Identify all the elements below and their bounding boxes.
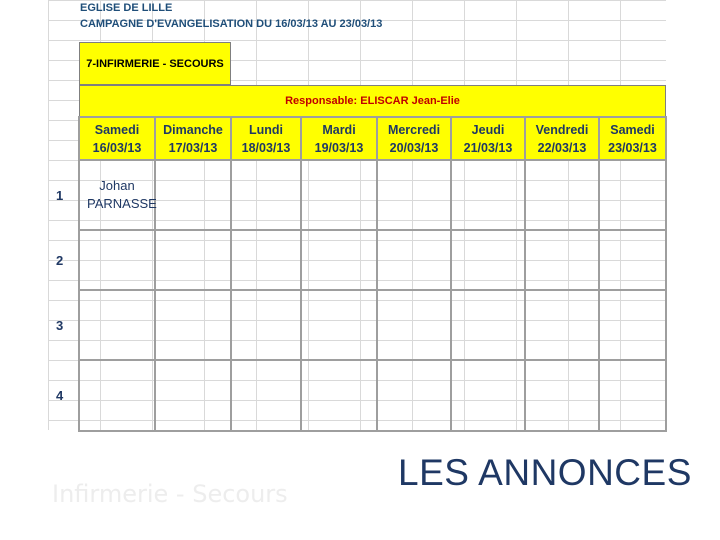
table-row: [48, 360, 666, 431]
schedule-cell[interactable]: [525, 360, 599, 431]
day-header-cell: [377, 117, 451, 160]
day-date: 19/03/13: [314, 140, 364, 155]
schedule-cell[interactable]: [79, 230, 155, 290]
schedule-cell[interactable]: [231, 230, 301, 290]
schedule-cell[interactable]: [231, 160, 301, 230]
day-header-cell: [231, 117, 301, 160]
schedule-cell[interactable]: [451, 230, 525, 290]
day-name: Samedi: [94, 122, 140, 137]
day-date: 20/03/13: [389, 140, 439, 155]
day-name: Lundi: [248, 122, 283, 137]
schedule-cell[interactable]: [599, 160, 666, 230]
schedule-cell[interactable]: [599, 290, 666, 360]
schedule-cell[interactable]: [79, 360, 155, 431]
day-date: 16/03/13: [92, 140, 142, 155]
schedule-cell[interactable]: [377, 160, 451, 230]
day-header-cell: [525, 117, 599, 160]
schedule-cell[interactable]: [525, 230, 599, 290]
section-label: 7-INFIRMERIE - SECOURS: [79, 42, 231, 85]
table-row: [48, 290, 666, 360]
schedule-cell[interactable]: [377, 230, 451, 290]
day-header-cell: [301, 117, 377, 160]
table-row: [48, 230, 666, 290]
day-name: Dimanche: [163, 122, 223, 137]
schedule-cell[interactable]: [301, 230, 377, 290]
schedule-table: [48, 116, 667, 432]
day-name: Jeudi: [471, 122, 505, 137]
church-title: EGLISE DE LILLE: [80, 2, 173, 14]
row-number: 2: [56, 252, 64, 268]
schedule-cell[interactable]: [301, 360, 377, 431]
schedule-cell[interactable]: [599, 230, 666, 290]
day-date: 23/03/13: [608, 140, 657, 155]
schedule-cell[interactable]: [155, 230, 231, 290]
schedule-cell[interactable]: [155, 290, 231, 360]
schedule-cell[interactable]: [525, 290, 599, 360]
schedule-cell[interactable]: [451, 160, 525, 230]
day-header-cell: [451, 117, 525, 160]
schedule-cell[interactable]: [231, 360, 301, 431]
schedule-cell[interactable]: [451, 360, 525, 431]
volunteer-name: Johan PARNASSE: [87, 178, 157, 211]
schedule-cell[interactable]: [301, 160, 377, 230]
schedule-cell[interactable]: [525, 160, 599, 230]
schedule-cell[interactable]: [377, 290, 451, 360]
day-date: 18/03/13: [241, 140, 291, 155]
schedule-cell[interactable]: [79, 290, 155, 360]
row-number: 3: [56, 317, 64, 333]
announcements-title: LES ANNONCES: [398, 452, 692, 493]
schedule-cell[interactable]: [155, 360, 231, 431]
campaign-title: CAMPAGNE D'EVANGELISATION DU 16/03/13 AU 23/03/13: [80, 18, 383, 30]
footer-section-name: Infirmerie - Secours: [52, 480, 288, 508]
day-date: 17/03/13: [168, 140, 218, 155]
schedule-cell[interactable]: [79, 160, 155, 230]
day-name: Samedi: [610, 122, 655, 137]
schedule-cell[interactable]: [301, 290, 377, 360]
header-row: [48, 117, 666, 160]
schedule-cell[interactable]: [231, 290, 301, 360]
day-header-cell: [79, 117, 155, 160]
day-name: Mardi: [322, 122, 356, 137]
row-number: 4: [56, 388, 64, 403]
schedule-cell[interactable]: [377, 360, 451, 431]
table-row: [48, 160, 666, 230]
corner-cell: [48, 117, 79, 160]
schedule-cell[interactable]: [451, 290, 525, 360]
schedule-cell[interactable]: [155, 160, 231, 230]
day-date: 22/03/13: [537, 140, 587, 155]
responsible-banner: Responsable: ELISCAR Jean-Elie: [79, 85, 666, 117]
day-name: Vendredi: [535, 122, 589, 137]
day-header-cell: [599, 117, 666, 160]
row-number: 1: [56, 187, 64, 203]
schedule-cell[interactable]: [599, 360, 666, 431]
day-header-cell: [155, 117, 231, 160]
day-name: Mercredi: [387, 122, 441, 137]
day-date: 21/03/13: [463, 140, 513, 155]
